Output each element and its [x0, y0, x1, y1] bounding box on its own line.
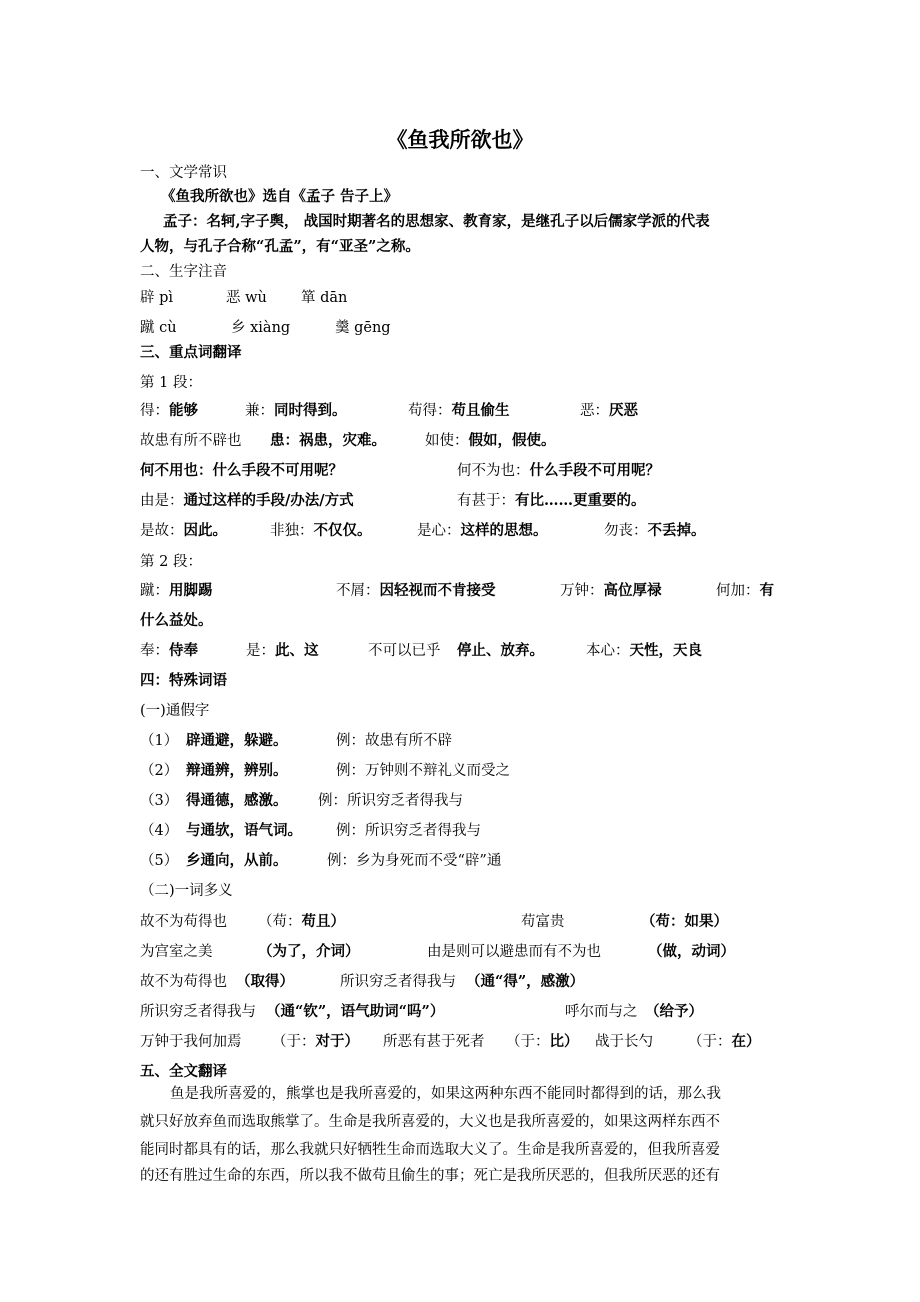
vocab-meaning: 有比……更重要的。 — [515, 492, 646, 509]
item-example: 例：故患有所不辟 — [336, 733, 452, 749]
duoyi-phrase: 故不为苟得也 — [140, 914, 227, 930]
section-5-heading: 五、全文翻译 — [140, 1063, 227, 1080]
item-number: （2） — [140, 763, 179, 779]
duoyi-phrase: 战于长勺 — [595, 1034, 653, 1050]
item-number: （4） — [140, 823, 179, 839]
section-2-heading: 二、生字注音 — [140, 264, 227, 280]
vocab-term: 兼： — [245, 403, 274, 419]
duoyi-gloss-prefix: （于： — [688, 1034, 732, 1050]
pinyin-item: 蹴 cù — [140, 320, 177, 336]
pinyin-row-2 — [140, 318, 785, 338]
section-1-heading: 一、文学常识 — [140, 165, 227, 181]
vocab-term: 故患有所不辟也 — [140, 433, 242, 449]
duoyi-gloss: （取得） — [236, 973, 294, 990]
tongjia-item — [140, 761, 785, 781]
vocab-term: 得： — [140, 403, 169, 419]
tongjia-item — [140, 731, 785, 751]
vocab-meaning: 不仅仅。 — [313, 522, 372, 539]
mengzi-line-2: 人物，与孔子合称“孔孟”，有“亚圣”之称。 — [140, 238, 420, 255]
duoyi-gloss-prefix: （苟： — [258, 914, 302, 930]
pinyin-item: 羹 gēng — [335, 320, 391, 336]
tongjia-heading: (一)通假字 — [140, 703, 210, 719]
item-example: 例：万钟则不辩礼义而受之 — [336, 763, 510, 779]
vocab-meaning: 同时得到。 — [274, 402, 347, 419]
vocab-meaning: 苟且偷生 — [451, 402, 510, 419]
vocab-term: 本心： — [586, 643, 630, 659]
document-title: 《鱼我所欲也》 — [386, 127, 534, 152]
vocab-term: 苟得： — [408, 403, 452, 419]
pinyin-item: 乡 xiàng — [231, 320, 291, 336]
vocab-meaning: 厌恶 — [609, 402, 638, 419]
vocab-meaning: 假如，假使。 — [468, 432, 556, 449]
duoyi-phrase: 所恶有甚于死者 — [383, 1034, 485, 1050]
duoyi-row — [140, 1032, 785, 1052]
duoyi-phrase: 由是则可以避患而有不为也 — [427, 944, 601, 960]
duoyi-gloss: 对于） — [315, 1033, 359, 1050]
vocab-term: 奉： — [140, 643, 169, 659]
vocab-term: 是： — [246, 643, 275, 659]
item-text: 与通欤，语气词。 — [186, 822, 302, 839]
duoyi-row — [140, 1002, 785, 1022]
section-3-heading: 三、重点词翻译 — [140, 344, 242, 361]
vocab-meaning: 因此。 — [183, 522, 227, 539]
duoyi-row — [140, 912, 785, 932]
vocab-meaning: 因轻视而不肯接受 — [379, 582, 496, 599]
item-text: 辟通避，躲避。 — [186, 732, 288, 749]
vocab-meaning: 什么手段不可用呢？ — [529, 462, 660, 479]
duoyi-gloss: （为了，介词） — [258, 943, 360, 960]
duoyi-phrase: 所识穷乏者得我与 — [140, 1004, 256, 1020]
source-line: 《鱼我所欲也》选自《孟子 告子上》 — [161, 188, 399, 205]
vocab-meaning: 通过这样的手段/办法/方式 — [183, 492, 354, 509]
vocab-meaning: 高位厚禄 — [603, 582, 662, 599]
vocab-term: 不可以已乎 — [368, 643, 441, 659]
vocab-row — [140, 491, 785, 511]
vocab-meaning: 停止、放弃。 — [457, 642, 544, 659]
item-text: 得通德，感激。 — [186, 792, 288, 809]
tongjia-item — [140, 821, 785, 841]
vocab-term: 有甚于： — [457, 493, 515, 509]
vocab-meaning: 有 — [759, 582, 774, 599]
duoyi-gloss: 苟且） — [301, 913, 345, 930]
vocab-meaning: 此、这 — [275, 642, 319, 659]
translation-line: 的还有胜过生命的东西，所以我不做苟且偷生的事；死亡是我所厌恶的，但我所厌恶的还有 — [140, 1168, 720, 1184]
item-number: （5） — [140, 853, 179, 869]
item-text: 乡通向，从前。 — [186, 852, 288, 869]
paragraph-1-label: 第 1 段： — [140, 375, 202, 391]
vocab-row — [140, 461, 785, 481]
duoyi-gloss: （给予） — [645, 1003, 703, 1020]
duoyi-phrase: 所识穷乏者得我与 — [340, 974, 456, 990]
vocab-term: 勿丧： — [604, 523, 648, 539]
vocab-term: 如使： — [425, 433, 469, 449]
vocab-term: 恶： — [580, 403, 609, 419]
duoyi-gloss: 在） — [731, 1033, 761, 1050]
vocab-term: 由是： — [140, 493, 184, 509]
duoyi-phrase: 苟富贵 — [521, 914, 565, 930]
mengzi-line-1: 孟子：名轲,字子舆， 战国时期著名的思想家、教育家，是继孔子以后儒家学派的代表 — [163, 213, 710, 230]
tongjia-item — [140, 851, 785, 871]
vocab-row — [140, 521, 785, 541]
pinyin-row-1 — [140, 288, 785, 308]
item-example: 例：乡为身死而不受“辟”通 — [327, 853, 502, 869]
item-example: 例：所识穷乏者得我与 — [336, 823, 481, 839]
vocab-meaning-continued: 什么益处。 — [140, 612, 213, 629]
duoyi-phrase: 万钟于我何加焉 — [140, 1034, 242, 1050]
duoyi-gloss-prefix: （于： — [272, 1034, 316, 1050]
tongjia-item — [140, 791, 785, 811]
duoyi-row — [140, 942, 785, 962]
translation-line: 鱼是我所喜爱的，熊掌也是我所喜爱的，如果这两种东西不能同时都得到的话，那么我 — [170, 1086, 721, 1102]
duoyi-heading: （二)一词多义 — [140, 883, 233, 899]
vocab-term: 是心： — [417, 523, 461, 539]
vocab-row — [140, 431, 785, 451]
vocab-meaning: 这样的思想。 — [460, 522, 548, 539]
item-number: （3） — [140, 793, 179, 809]
vocab-term: 何不为也： — [457, 463, 530, 479]
vocab-meaning: 患：祸患，灾难。 — [270, 432, 386, 449]
vocab-meaning: 能够 — [169, 402, 198, 419]
duoyi-gloss: 比） — [549, 1033, 579, 1050]
section-4-heading: 四：特殊词语 — [140, 672, 227, 689]
vocab-term: 不屑： — [336, 583, 380, 599]
item-number: （1） — [140, 733, 179, 749]
duoyi-gloss: （做，动词） — [648, 943, 735, 960]
duoyi-row — [140, 972, 785, 992]
vocab-row — [140, 401, 785, 421]
duoyi-gloss: （通“钦”，语气助词“吗”） — [266, 1003, 445, 1020]
vocab-meaning: 何不用也：什么手段不可用呢？ — [140, 462, 343, 479]
vocab-meaning: 用脚踢 — [169, 582, 213, 599]
item-text: 辩通辨，辨别。 — [186, 762, 288, 779]
paragraph-2-label: 第 2 段： — [140, 554, 202, 570]
vocab-row — [140, 641, 785, 661]
duoyi-phrase: 为宫室之美 — [140, 944, 213, 960]
vocab-term: 非独： — [270, 523, 314, 539]
vocab-term: 蹴： — [140, 583, 169, 599]
pinyin-item: 恶 wù — [226, 290, 267, 306]
duoyi-phrase: 呼尔而与之 — [565, 1004, 638, 1020]
duoyi-phrase: 故不为苟得也 — [140, 974, 227, 990]
vocab-meaning: 天性，天良 — [629, 642, 702, 659]
pinyin-item: 箪 dān — [301, 290, 348, 306]
item-example: 例：所识穷乏者得我与 — [318, 793, 463, 809]
pinyin-item: 辟 pì — [140, 290, 174, 306]
vocab-term: 万钟： — [560, 583, 604, 599]
vocab-term: 是故： — [140, 523, 184, 539]
duoyi-gloss: （通“得”，感激） — [466, 973, 585, 990]
translation-line: 能同时都具有的话，那么我就只好牺牲生命而选取大义了。生命是我所喜爱的，但我所喜爱 — [140, 1142, 720, 1158]
translation-line: 就只好放弃鱼而选取熊掌了。生命是我所喜爱的，大义也是我所喜爱的，如果这两样东西不 — [140, 1114, 720, 1130]
vocab-meaning: 侍奉 — [169, 642, 198, 659]
duoyi-gloss: （苟：如果） — [641, 913, 728, 930]
vocab-term: 何加： — [716, 583, 760, 599]
duoyi-gloss-prefix: （于： — [506, 1034, 550, 1050]
vocab-meaning: 不丢掉。 — [647, 522, 706, 539]
vocab-row — [140, 581, 785, 601]
